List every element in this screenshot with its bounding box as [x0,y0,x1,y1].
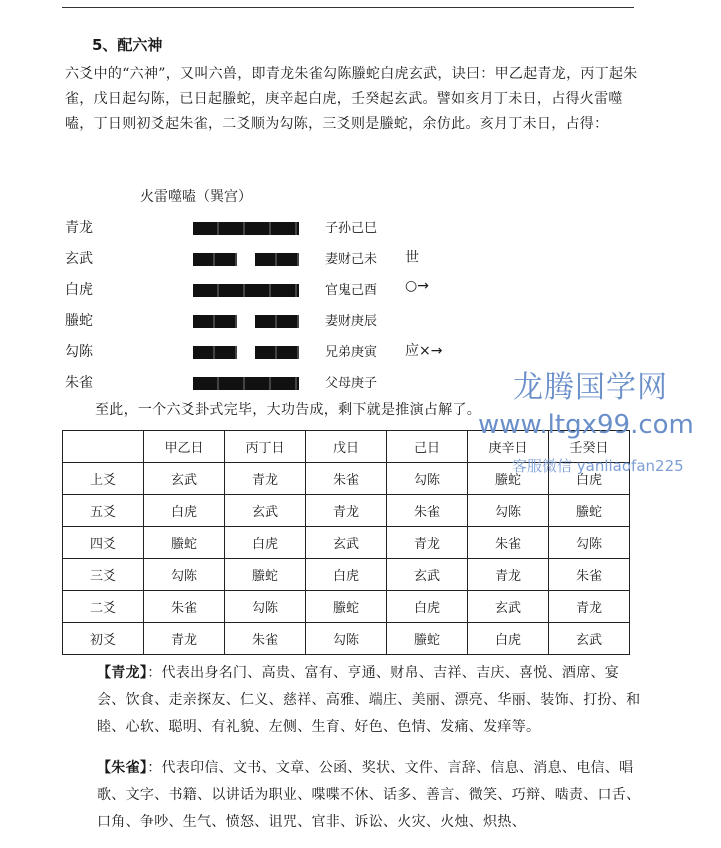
table-cell: 青龙 [306,495,387,527]
table-cell: 螣蛇 [549,495,630,527]
qinglong-text: ：代表出身名门、高贵、富有、亨通、财帛、吉祥、吉庆、喜悦、酒席、宴会、饮食、走亲探友、仁义、慈祥、高雅、端庄、美丽、漂亮、华丽、装饰、打扮、和睦、心软、聪明、有礼貌、左侧、生育、好色、色情、发痛、发痒等。 [97,665,641,735]
table-cell: 勾陈 [468,495,549,527]
table-cell: 朱雀 [306,463,387,495]
qinglong-paragraph [97,660,642,741]
line-annotation: 妻财己未 [325,252,378,267]
table-cell: 玄武 [387,559,468,591]
hexagram-row [65,367,485,395]
line-marker: ○→ [405,278,429,294]
table-cell: 青龙 [225,463,306,495]
table-cell: 朱雀 [549,559,630,591]
hexagram-row [65,243,485,271]
table-header-cell: 戊日 [306,431,387,463]
six-god-label: 螣蛇 [65,313,93,329]
six-god-label: 青龙 [65,220,93,236]
qinglong-label: 【青龙】 [97,665,148,681]
table-cell: 白虎 [306,559,387,591]
table-cell: 白虎 [225,527,306,559]
hexagram-row [65,212,485,240]
table-cell: 青龙 [144,623,225,655]
table-cell: 勾陈 [306,623,387,655]
line-marker: 世 [405,250,419,266]
hexagram-row [65,336,485,364]
table-cell: 勾陈 [225,591,306,623]
six-god-label: 勾陈 [65,344,93,360]
table-cell: 青龙 [468,559,549,591]
table-header-cell [63,431,144,463]
table-cell: 朱雀 [225,623,306,655]
table-cell: 螣蛇 [387,623,468,655]
line-marker: 应×→ [405,343,443,359]
table-cell: 螣蛇 [306,591,387,623]
table-row-header: 三爻 [63,559,144,591]
table-cell: 玄武 [468,591,549,623]
table-row-header: 五爻 [63,495,144,527]
yin-line [193,315,299,328]
section-heading: 5、配六神 [92,36,163,54]
zhuque-text: ：代表印信、文书、文章、公函、奖状、文件、言辞、信息、消息、电信、唱歌、文字、书籍、以讲话为职业、喋喋不休、话多、善言、微笑、巧辩、啮责、口舌、口角、争吵、生气、愤怒、诅咒、官非、诉讼、火灾、火烛、炽热、 [97,760,641,830]
line-annotation: 父母庚子 [325,376,378,391]
watermark-site-name: 龙腾国学网 [513,370,668,405]
table-cell: 青龙 [549,591,630,623]
table-header-cell: 甲乙日 [144,431,225,463]
zhuque-label: 【朱雀】 [97,760,148,776]
hexagram-row [65,274,485,302]
six-god-label: 朱雀 [65,375,93,391]
table-cell: 白虎 [468,623,549,655]
table-cell: 玄武 [144,463,225,495]
line-annotation: 兄弟庚寅 [325,345,378,360]
table-cell: 朱雀 [468,527,549,559]
table-row [63,623,630,655]
line-annotation: 子孙己巳 [325,221,378,236]
table-cell: 朱雀 [387,495,468,527]
yang-line [193,284,299,297]
conclusion-paragraph: 至此，一个六爻卦式完毕，大功告成，剩下就是推演占解了。 [95,402,482,418]
table-cell: 螣蛇 [144,527,225,559]
table-cell: 青龙 [387,527,468,559]
hexagram-caption: 火雷噬嗑（巽宫） [140,189,252,205]
line-annotation: 妻财庚辰 [325,314,378,329]
table-cell: 白虎 [549,463,630,495]
table-cell: 白虎 [387,591,468,623]
table-cell: 螣蛇 [225,559,306,591]
table-cell: 螣蛇 [468,463,549,495]
table-row-header: 四爻 [63,527,144,559]
table-row [63,495,630,527]
table-header-cell: 丙丁日 [225,431,306,463]
table-header-cell: 壬癸日 [549,431,630,463]
watermark-url: www.ltgx99.com [478,410,694,440]
table-cell: 勾陈 [387,463,468,495]
table-cell: 勾陈 [549,527,630,559]
zhuque-paragraph [97,755,642,836]
intro-paragraph: 六爻中的“六神”，又叫六兽，即青龙朱雀勾陈螣蛇白虎玄武，诀曰：甲乙起青龙，丙丁起朱雀，戊日起勾陈，已日起螣蛇，庚辛起白虎，壬癸起玄武。譬如亥月丁未日，占得火雷噬嗑，丁日则初爻起朱雀，二爻顺为勾陈，三爻则是螣蛇，余仿此。亥月丁未日，占得： [65,66,638,132]
table-header-cell: 庚辛日 [468,431,549,463]
yang-line [193,377,299,390]
table-cell: 玄武 [225,495,306,527]
yin-line [193,346,299,359]
table-cell: 玄武 [549,623,630,655]
watermark-contact: 客服微信 yanliaofan225 [512,457,684,475]
table-row-header: 上爻 [63,463,144,495]
table-row [63,559,630,591]
table-cell: 白虎 [144,495,225,527]
six-god-label: 白虎 [65,282,93,298]
yang-line [193,222,299,235]
line-annotation: 官鬼己酉 [325,283,378,298]
table-row-header: 初爻 [63,623,144,655]
yin-line [193,253,299,266]
table-row-header: 二爻 [63,591,144,623]
table-cell: 玄武 [306,527,387,559]
top-rule [62,7,634,8]
table-cell: 勾陈 [144,559,225,591]
table-header-cell: 己日 [387,431,468,463]
hexagram-row [65,305,485,333]
table-row [63,591,630,623]
table-row [63,527,630,559]
table-cell: 朱雀 [144,591,225,623]
six-god-label: 玄武 [65,251,93,267]
